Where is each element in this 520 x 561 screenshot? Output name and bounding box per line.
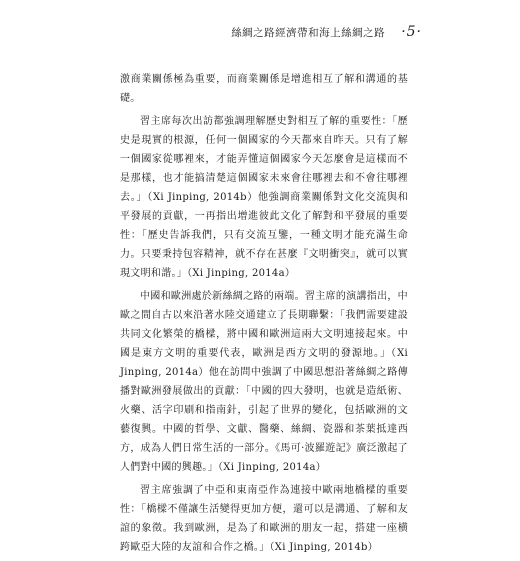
page-number: ·5· (401, 24, 422, 40)
paragraph-history: 習主席每次出訪都強調理解歷史對相互了解的重要性：「歷史是現實的根源，任何一個國家的今天都來自昨天。只有了解一個國家從哪裡來，才能弄懂這個國家今天怎麼會是這樣而不是那樣，也才能搞清楚這個國家未來會往哪裡去和不會往哪裡去。」（Xi Jinping, 2014b）他強調商業關係對文化交流與和平發展的貢獻，一再指出增進彼此文化了解對和平發展的重要性：「歷史告訴我們，只有交流互鑒，一種文明才能充滿生命力。只要秉持包容精神，就不存在甚麼『文明衝突』，就可以實現文明和諧。」（Xi Jinping, 2014a） (120, 116, 408, 279)
paragraph-continuation: 激商業關係極為重要，而商業關係是增進相互了解和溝通的基礎。 (120, 74, 408, 104)
running-header (231, 22, 422, 42)
running-title: 絲綢之路經濟帶和海上絲綢之路 (231, 26, 386, 39)
paragraph-china-europe: 中國和歐洲處於新絲綢之路的兩端。習主席的演講指出，中歐之間自古以來沿著水陸交通建立了長期聯繫：「我們需要建設共同文化繁榮的橋樑，將中國和歐洲這兩大文明連接起來。中國是東方文明的重要代表，歐洲是西方文明的發源地。」（Xi Jinping, 2014a）他在訪問中強調了中國思想沿著絲綢之路傳播對歐洲發展做出的貢獻：「中國的四大發明，也就是造紙術、火藥、活字印刷和指南針，引起了世界的變化，包括歐洲的文藝復興。中國的哲學、文獻、醫藥、絲綢、瓷器和茶葉抵達西方，成為人們日常生活的一部分。《馬可·波羅遊記》廣泛激起了人們對中國的興趣。」（Xi Jinping, 2014a） (120, 291, 408, 473)
paragraph-bridge: 習主席強調了中亞和東南亞作為連接中歐兩地橋樑的重要性：「橋樑不僅讓生活變得更加方便，還可以是溝通、了解和友誼的象徵。我到歐洲，是為了和歐洲的朋友一起，搭建一座横跨歐亞大陸的友誼和合作之橋。」（Xi Jinping, 2014b） (120, 485, 408, 553)
body-text (120, 70, 408, 561)
